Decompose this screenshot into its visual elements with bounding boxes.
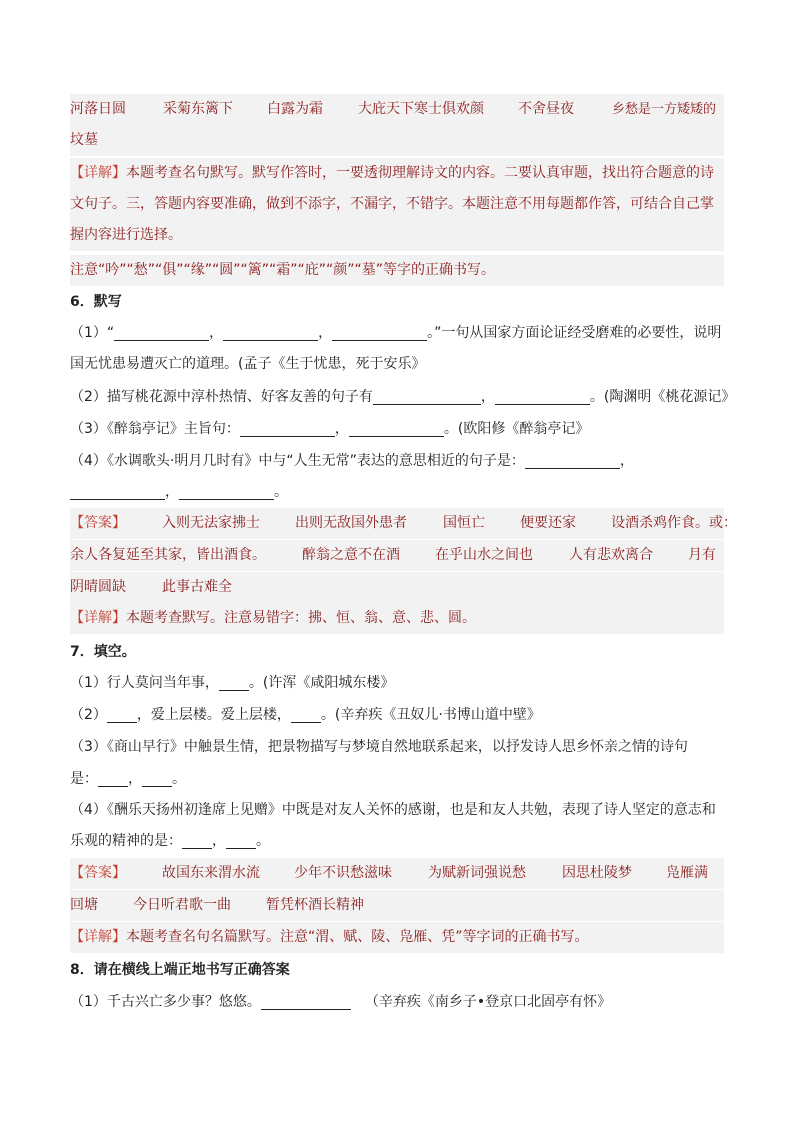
prev-detail-line-3 (70, 220, 724, 251)
q7-line-6 (70, 826, 724, 857)
detail-tag: 【详解】 (70, 165, 126, 181)
q6-answer-line-3 (70, 572, 724, 603)
answer-item: 乡愁是一方矮矮的 (612, 102, 717, 117)
answer-item: 不舍昼夜 (518, 101, 574, 117)
blank (226, 830, 256, 849)
text: 是： (70, 771, 98, 787)
text: （4）《水调歌头·明月几时有》中与“人生无常”表达的意思相近的句子是： (70, 453, 525, 469)
text: ， (619, 453, 634, 469)
q6-line-3 (70, 382, 736, 413)
q7-line-5: （4）《酬乐天扬州初逢席上见赠》中既是对友人关怀的感谢，也是和友人共勉，表现了诗人坚定的意志和 (70, 802, 716, 818)
answer-item: 余人各复延至其家，皆出酒食。 (70, 547, 266, 563)
detail-tag: 【详解】 (70, 929, 126, 945)
answer-item: 白露为霜 (267, 101, 323, 117)
detail-text: 本题考查名句默写。默写作答时，一要透彻理解诗文的内容。二要认真审题，找出符合题意的诗 (126, 165, 714, 181)
detail-text: 本题考查默写。注意易错字：拂、恒、翁、意、悲、圆。 (126, 610, 476, 626)
q7-line-4 (70, 764, 724, 795)
blank (332, 322, 427, 341)
text: （1）“ (70, 325, 115, 341)
text: 。(许浑《咸阳城东楼》 (248, 675, 395, 691)
answer-tag: 【答案】 (70, 865, 126, 881)
answer-tag: 【答案】 (70, 515, 126, 531)
q7-line-3: （3）《商山早行》中触景生情，把景物描写与梦境自然地联系起来，以抒发诗人思乡怀亲之情的诗句 (70, 739, 688, 755)
question-7-title: 7．填空。 (70, 644, 136, 660)
q7-line-2 (70, 700, 724, 731)
answer-item: 少年不识愁滋味 (294, 865, 392, 881)
text: （辛弃疾《南乡子•登京口北固亭有怀》 (364, 994, 612, 1010)
answer-item: 采菊东篱下 (163, 101, 233, 117)
q7-answer-line-2 (70, 890, 724, 921)
blank (114, 322, 209, 341)
detail-tag: 【详解】 (70, 610, 126, 626)
blank (240, 418, 335, 437)
text: （2）描写桃花源中淳朴热情、好客友善的句子有 (70, 389, 373, 405)
detail-text: 文句子。三，答题内容要准确，做到不添字，不漏字，不错字。本题注意不用每题都作答，可结合自己掌 (70, 196, 714, 212)
blank (223, 322, 318, 341)
answer-item: 入则无法家拂士 (162, 515, 260, 531)
q7-answer-line-1 (70, 858, 724, 889)
text: ， (212, 833, 226, 849)
detail-text: 本题考查名句名篇默写。注意“渭、赋、陵、凫雁、凭”等字词的正确书写。 (126, 929, 589, 945)
text: ，爱上层楼。爱上层楼， (136, 707, 291, 723)
text: 。(欧阳修《醉翁亭记》 (443, 421, 590, 437)
answer-item: 今日听君歌一曲 (133, 897, 231, 913)
blank (261, 991, 351, 1010)
answer-item: 河落日圆 (70, 101, 126, 117)
blank (349, 418, 444, 437)
question-8-title: 8．请在横线上端正地书写正确答案 (70, 962, 290, 978)
prev-answer-line-1 (70, 94, 724, 125)
answer-item: 故国东来渭水流 (162, 865, 260, 881)
answer-item: 坟墓 (70, 132, 98, 148)
answer-item: 此事古难全 (162, 579, 232, 595)
prev-note-line (70, 255, 724, 286)
q6-line-1 (70, 318, 724, 349)
q6-line-6 (70, 477, 724, 508)
q6-line-2: 国无忧患易遭灭亡的道理。(孟子《生于忧患，死于安乐》 (70, 356, 426, 372)
q6-line-5 (70, 446, 724, 477)
text: （1）千古兴亡多少事？悠悠。 (70, 994, 261, 1010)
q6-answer-line-1 (70, 508, 737, 539)
blank (107, 704, 137, 723)
answer-item: 人有悲欢离合 (569, 547, 653, 563)
answer-item: 国恒亡 (443, 515, 485, 531)
text: 。(辛弃疾《丑奴儿·书博山道中壁》 (320, 707, 541, 723)
prev-answer-line-2 (70, 125, 724, 156)
answer-item: 暂凭杯酒长精神 (266, 897, 364, 913)
blank (373, 386, 481, 405)
answer-item: 设酒杀鸡作食。或： (611, 515, 737, 531)
blank (70, 481, 165, 500)
blank (98, 768, 128, 787)
text: 乐观的精神的是： (70, 833, 182, 849)
answer-item: 便要还家 (520, 515, 576, 531)
answer-item: 月有 (688, 547, 716, 563)
note-text: 注意“吟”“愁”“俱”“缘”“圆”“篱”“霜”“庇”“颜”“墓”等字的正确书写。 (70, 262, 496, 278)
answer-item: 为赋新词强说愁 (428, 865, 526, 881)
answer-item: 回塘 (70, 897, 98, 913)
text: 。(陶渊明《桃花源记》 (589, 389, 736, 405)
q6-line-4 (70, 414, 724, 445)
detail-text: 握内容进行选择。 (70, 227, 182, 243)
q7-detail-line (70, 922, 724, 953)
answer-item: 出则无敌国外患者 (295, 515, 407, 531)
blank (291, 704, 321, 723)
blank (182, 830, 212, 849)
q8-line-1 (70, 987, 724, 1018)
q6-detail-line (70, 603, 724, 634)
answer-item: 阴晴圆缺 (70, 579, 126, 595)
text: ， (165, 484, 179, 500)
blank (219, 672, 249, 691)
text: （3）《醉翁亭记》主旨句： (70, 421, 240, 437)
q6-answer-line-2 (70, 540, 724, 571)
answer-item: 因思杜陵梦 (562, 865, 632, 881)
q7-line-1 (70, 668, 724, 699)
text: （2） (70, 707, 107, 723)
text: ， (334, 421, 349, 437)
text: ， (128, 771, 142, 787)
prev-detail-line-1 (70, 158, 724, 189)
text: 。”一句从国家方面论证经受磨难的必要性，说明 (427, 325, 722, 341)
text: （1）行人莫问当年事， (70, 675, 219, 691)
answer-item: 凫雁满 (666, 865, 708, 881)
answer-item: 大庇天下寒士俱欢颜 (358, 101, 484, 117)
text: 。 (172, 771, 186, 787)
blank (495, 386, 590, 405)
text: ， (480, 389, 495, 405)
text: 。 (274, 484, 288, 500)
blank (142, 768, 172, 787)
blank (525, 450, 620, 469)
question-6-title: 6．默写 (70, 294, 122, 310)
text: ， (209, 325, 224, 341)
blank (179, 481, 274, 500)
answer-item: 醉翁之意不在酒 (302, 547, 400, 563)
text: 。 (256, 833, 270, 849)
prev-detail-line-2 (70, 189, 724, 220)
text: ， (318, 325, 333, 341)
answer-item: 在乎山水之间也 (435, 547, 533, 563)
